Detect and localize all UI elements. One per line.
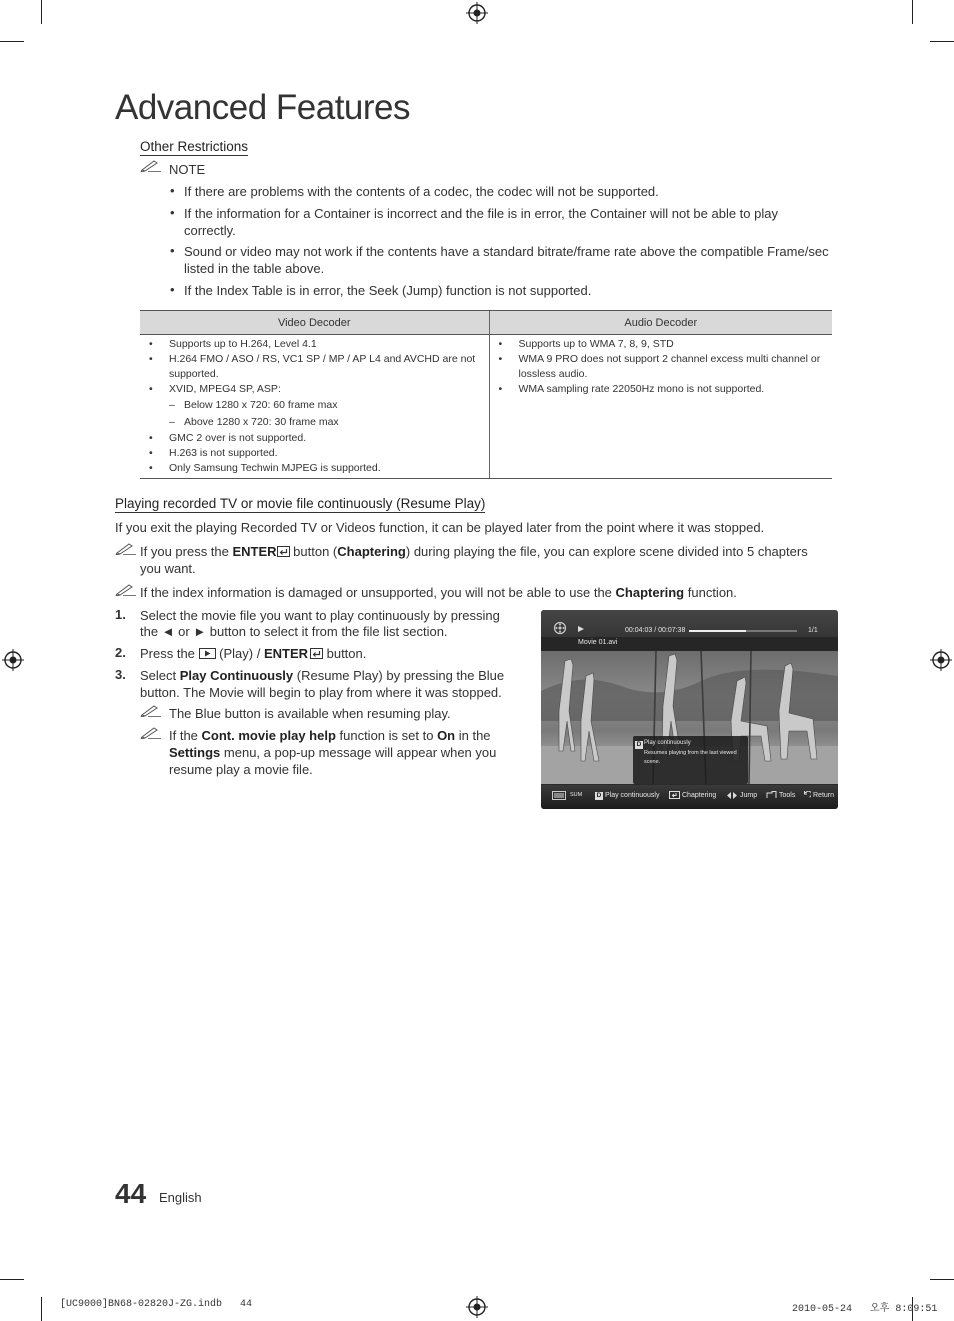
chaptering-note [140,543,808,560]
note-text: ) during playing the file, you can explore scene divided into 5 chapters [405,544,808,559]
d-key-badge: D [636,741,642,748]
play-state-icon [578,626,584,632]
registration-mark-icon [930,649,952,671]
step-text: Select [140,668,180,683]
crop-mark [41,1297,42,1321]
audio-item: • WMA 9 PRO does not support 2 channel excess multi channel or lossless audio. [498,352,827,382]
cont-movie-note-line2 [169,744,496,761]
note-text: button ( [289,544,338,559]
play-continuously-button[interactable]: Play continuously [605,792,660,799]
video-item: • Supports up to H.264, Level 4.1 [148,337,483,352]
step-2-text [140,645,366,662]
resume-play-heading: Playing recorded TV or movie file continuously (Resume Play) [115,496,486,511]
left-right-arrows-icon [727,792,737,799]
cont-movie-play-help-label: Cont. movie play help [201,728,336,743]
file-count: 1/1 [808,627,818,634]
video-item: • GMC 2 over is not supported. [148,431,483,446]
video-decoder-header: Video Decoder [140,311,489,335]
play-key-icon [199,648,216,659]
restriction-item-cont: correctly. [184,223,236,238]
bullet-dot: • [170,243,175,258]
print-footer-right: 2010-05-24 오후 8:09:51 [792,1304,938,1315]
audio-item: • Supports up to WMA 7, 8, 9, STD [498,337,827,352]
registration-mark-icon [2,649,24,671]
resume-intro: If you exit the playing Recorded TV or Videos function, it can be played later from the point where it was stopped. [115,520,765,535]
audio-item: • WMA sampling rate 22050Hz mono is not supported. [498,382,827,397]
note-text: menu, a pop-up message will appear when you [220,745,497,760]
note-pencil-icon [140,158,162,172]
chaptering-button[interactable]: Chaptering [682,792,717,799]
step-text: Press the [140,646,199,661]
step-text: button. [323,646,367,661]
page-language: English [159,1190,202,1205]
cont-movie-note-line3: resume play a movie file. [169,762,313,777]
audio-decoder-header: Audio Decoder [489,311,832,335]
on-label: On [437,728,456,743]
chaptering-label: Chaptering [337,544,406,559]
step-1-text-cont: the ◄ or ► button to select it from the file list section. [140,624,448,639]
video-subitem: – Below 1280 x 720: 60 frame max [148,397,483,414]
registration-mark-icon [466,2,488,24]
video-item: • XVID, MPEG4 SP, ASP: [148,382,483,397]
crop-mark [930,1279,954,1280]
bullet-dot: • [170,282,175,297]
crop-mark [930,41,954,42]
video-item: • H.264 FMO / ASO / RS, VC1 SP / MP / AP L4 and AVCHD are not supported. [148,352,483,382]
video-item: • Only Samsung Techwin MJPEG is supported. [148,461,483,476]
registration-mark-icon [466,1296,488,1318]
cont-movie-note [169,727,491,744]
settings-label: Settings [169,745,221,760]
step-text: (Resume Play) by pressing the Blue [293,668,505,683]
page-number: 44 [115,1178,147,1209]
progress-track [689,630,797,632]
step-number: 1. [115,607,126,622]
restriction-item: If the information for a Container is incorrect and the file is in error, the Container will not be able to play [184,206,778,221]
tv-screenshot [541,610,838,809]
enter-key-label: ENTER [232,544,277,559]
video-decoder-cell [140,335,489,479]
playback-time: 00:04:03 / 00:07:38 [625,627,686,634]
crop-mark [41,0,42,24]
note-pencil-icon [140,703,162,717]
note-text: If the index information is damaged or unsupported, you will not be able to use the [140,585,616,600]
restriction-item: If the Index Table is in error, the Seek (Jump) function is not supported. [184,283,592,298]
note-text: in the [455,728,491,743]
note-pencil-icon [115,582,137,596]
sum-device-icon [552,791,566,800]
note-text: function is set to [335,728,438,743]
tools-icon [766,791,777,799]
return-icon [803,791,811,799]
enter-key-label: ENTER [263,646,308,661]
step-number: 3. [115,667,126,682]
return-button[interactable]: Return [813,792,835,799]
print-footer-left: [UC9000]BN68-02820J-ZG.indb 44 [60,1299,253,1310]
video-subitem: – Above 1280 x 720: 30 frame max [148,414,483,431]
note-text: If you press the [140,544,233,559]
enter-key-icon [310,648,323,659]
chaptering-icon [669,791,680,799]
popup-title: Play continuously [644,740,691,746]
index-note [140,584,737,601]
blue-button-note: The Blue button is available when resuming play. [169,706,451,721]
play-continuously-label: Play Continuously [179,668,294,683]
bullet-dot: • [170,205,175,220]
step-3-text-cont: button. The Movie will begin to play from where it was stopped. [140,685,502,700]
d-key-badge: D [596,792,602,799]
codec-table [140,310,832,479]
progress-fill [689,630,746,632]
step-number: 2. [115,645,126,660]
restriction-item: Sound or video may not work if the contents have a standard bitrate/frame rate above the compatible Frame/sec [184,244,829,259]
audio-decoder-cell [489,335,832,479]
sum-label: SUM [570,792,583,798]
other-restrictions-heading: Other Restrictions [140,139,249,154]
step-1-text: Select the movie file you want to play continuously by pressing [140,608,500,623]
popup-text: Resumes playing from the last viewed [644,750,737,756]
filename: Movie 01.avi [578,639,618,646]
video-item: • H.263 is not supported. [148,446,483,461]
film-reel-icon [553,621,569,635]
restriction-item: If there are problems with the contents of a codec, the codec will not be supported. [184,184,659,199]
step-text: (Play) / [215,646,264,661]
note-pencil-icon [140,725,162,739]
step-3-text [140,667,504,684]
note-text: If the [169,728,202,743]
bullet-dot: • [170,183,175,198]
chaptering-note-cont: you want. [140,561,196,576]
note-text: function. [684,585,737,600]
jump-button[interactable]: Jump [740,792,758,799]
restriction-item-cont: listed in the table above. [184,261,325,276]
play-continuously-popup[interactable] [633,736,748,784]
tools-button[interactable]: Tools [779,792,796,799]
crop-mark [0,1279,24,1280]
note-pencil-icon [115,541,137,555]
crop-mark [912,0,913,24]
popup-text-cont: scene. [644,759,661,765]
note-label: NOTE [169,162,206,177]
enter-key-icon [277,546,290,557]
chaptering-label: Chaptering [615,585,685,600]
page-title: Advanced Features [115,88,411,127]
crop-mark [0,41,24,42]
